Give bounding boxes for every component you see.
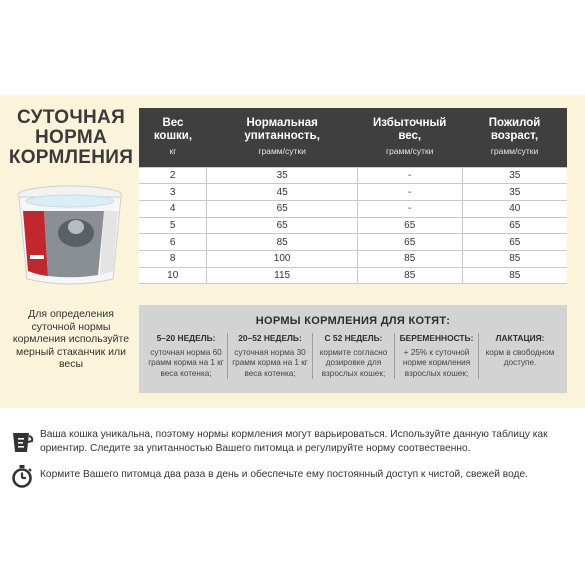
food-container-image [14, 183, 126, 288]
note-individual: Ваша кошка уникальна, поэтому нормы кормления могут варьироваться. Используйте данную таблицу как ориентир. Следите за упитанностью Вашего питомца и регулируйте норму соотвественно. [40, 429, 548, 454]
table-cell: 35 [462, 167, 567, 184]
kitten-norms-box [139, 305, 567, 393]
col-senior: Пожилой возраст, грамм/сутки [462, 108, 567, 167]
table-cell: 65 [207, 217, 357, 234]
table-row [139, 267, 567, 284]
table-cell: 5 [139, 217, 207, 234]
table-cell: 85 [357, 250, 462, 267]
table-row [139, 167, 567, 184]
table-header-row [139, 108, 567, 167]
table-cell: 65 [357, 234, 462, 251]
kitten-col-5-20-weeks: 5–20 НЕДЕЛЬ: суточная норма 60 грамм корма на 1 кг веса котенка; [148, 333, 224, 378]
table-row [139, 184, 567, 201]
table-cell: 115 [207, 267, 357, 284]
table-cell: 85 [462, 267, 567, 284]
measuring-hint: Для определения суточной нормы кормления используйте мерный стаканчик или весы [12, 308, 130, 371]
table-cell: 100 [207, 250, 357, 267]
col-weight: Вес кошки, кг [139, 108, 207, 167]
table-cell: 35 [462, 184, 567, 201]
table-cell: 65 [462, 217, 567, 234]
kitten-col-lactation: ЛАКТАЦИЯ: корм в свободном доступе. [478, 333, 561, 379]
feeding-table [139, 108, 567, 284]
table-cell: 65 [462, 234, 567, 251]
table-cell: 8 [139, 250, 207, 267]
table-cell: 35 [207, 167, 357, 184]
kitten-norms-title: НОРМЫ КОРМЛЕНИЯ ДЛЯ КОТЯТ: [255, 315, 451, 327]
table-row [139, 234, 567, 251]
page-title: СУТОЧНАЯ НОРМА КОРМЛЕНИЯ [8, 107, 134, 168]
table-cell: 65 [357, 217, 462, 234]
measuring-cup-icon [10, 430, 34, 454]
table-cell: 85 [207, 234, 357, 251]
stopwatch-icon [10, 464, 34, 488]
table-cell: - [357, 167, 462, 184]
table-cell: 85 [357, 267, 462, 284]
table-cell: 4 [139, 200, 207, 217]
table-row [139, 250, 567, 267]
table-cell: 3 [139, 184, 207, 201]
table-row [139, 200, 567, 217]
table-cell: - [357, 200, 462, 217]
table-row [139, 217, 567, 234]
note-feeding-frequency: Кормите Вашего питомца два раза в день и обеспечьте ему постоянный доступ к чистой, свежей воде. [40, 469, 528, 480]
kitten-col-52-weeks: С 52 НЕДЕЛЬ: кормите согласно дозировке для взрослых кошек; [312, 333, 394, 379]
col-normal: Нормальная упитанность, грамм/сутки [207, 108, 357, 167]
table-cell: 10 [139, 267, 207, 284]
table-cell: 6 [139, 234, 207, 251]
kitten-col-pregnancy: БЕРЕМЕННОСТЬ: + 25% к суточной норме кормления взрослых кошек; [394, 333, 478, 379]
table-cell: 40 [462, 200, 567, 217]
col-overweight: Избыточный вес, грамм/сутки [357, 108, 462, 167]
table-cell: 65 [207, 200, 357, 217]
table-cell: 2 [139, 167, 207, 184]
table-cell: 85 [462, 250, 567, 267]
table-cell: 45 [207, 184, 357, 201]
table-cell: - [357, 184, 462, 201]
kitten-col-20-52-weeks: 20–52 НЕДЕЛЬ: суточная норма 30 грамм корма на 1 кг веса котенка; [227, 333, 312, 379]
